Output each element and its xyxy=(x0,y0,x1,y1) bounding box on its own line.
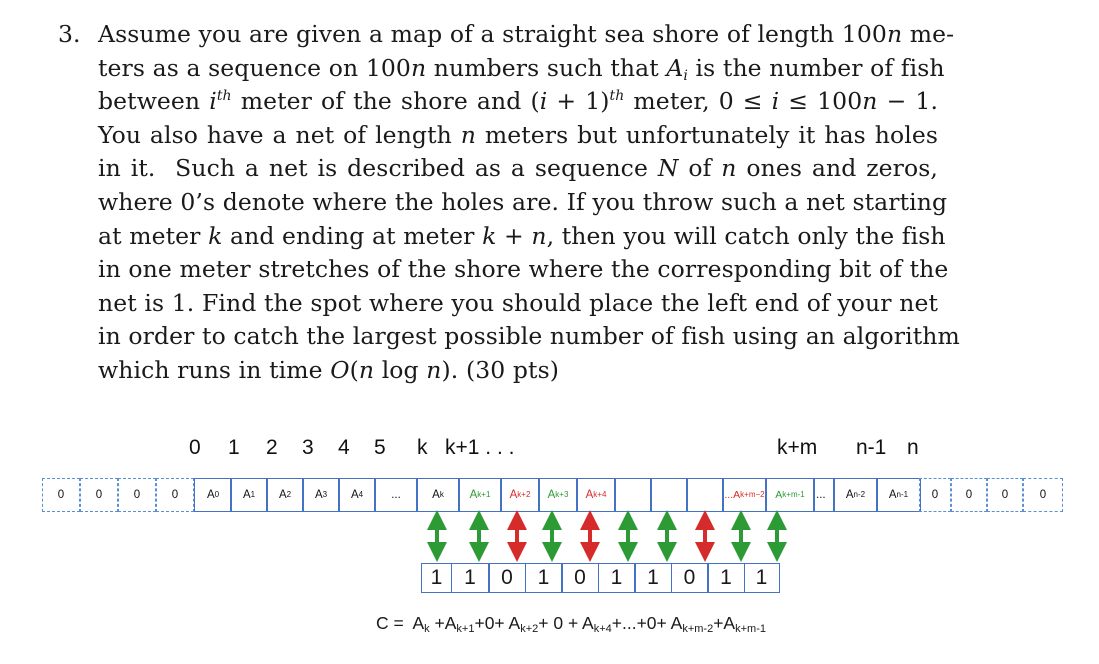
index-label: 3 xyxy=(302,436,314,459)
index-label: n-1 xyxy=(856,436,887,459)
index-label: k+m xyxy=(777,436,818,459)
problem-line-8: in one meter stretches of the shore where the corresponding bit of the xyxy=(98,255,949,284)
problem-line-4: You also have a net of length n meters but unfortunately it has holes xyxy=(98,120,938,149)
net-bits xyxy=(421,563,780,593)
net-bit: 0 xyxy=(561,563,599,593)
array-cell: A k+3 xyxy=(538,478,578,512)
array-cell: A k+m-1 xyxy=(765,478,815,512)
index-label: 4 xyxy=(338,436,350,459)
index-label: 0 xyxy=(189,436,201,459)
array-cell: A 3 xyxy=(302,478,340,512)
net-bit: 1 xyxy=(451,563,490,593)
net-bit: 1 xyxy=(421,563,452,593)
problem-number: 3. xyxy=(58,20,81,48)
array-cell: A n-2 xyxy=(833,478,878,512)
array-cell: A k xyxy=(416,478,460,512)
problem-line-10: in order to catch the largest possible number of fish using an algorithm xyxy=(98,322,960,351)
net-bit: 0 xyxy=(671,563,709,593)
zero-pad-cell: 0 xyxy=(951,478,987,512)
problem-line-11: which runs in time O(n log n). (30 pts) xyxy=(98,355,559,384)
array-cell: A 2 xyxy=(266,478,304,512)
index-label: k+1 . . . xyxy=(445,436,515,459)
problem-line-2: ters as a sequence on 100n numbers such that $A_i$ is the number of fish xyxy=(98,53,945,84)
net-bit: 0 xyxy=(488,563,526,593)
problem-line-7: at meter k and ending at meter k + n, then you will catch only the fish xyxy=(98,221,946,250)
index-label: n xyxy=(907,436,919,459)
problem-line-3: between $i^{th}$ meter of the shore and $(i + 1)^{th}$ meter, 0 ≤ i ≤ 100n − 1. xyxy=(98,87,939,116)
zero-pad-cell: 0 xyxy=(80,478,118,512)
array-cell: A 1 xyxy=(230,478,268,512)
zero-pad-cell: 0 xyxy=(156,478,194,512)
net-bit: 1 xyxy=(634,563,672,593)
array-cell: A k+2 xyxy=(500,478,540,512)
array-cell: A k+4 xyxy=(576,478,616,512)
array-cell: ...A k+m−2 xyxy=(722,478,767,512)
problem-line-5: in it. Such a net is described as a sequence N of n ones and zeros, xyxy=(98,154,938,183)
array-cell: ... xyxy=(374,478,418,512)
net-bit: 1 xyxy=(598,563,636,593)
zero-pad-cell: 0 xyxy=(42,478,80,512)
index-label: 5 xyxy=(374,436,386,459)
catch-formula: $C = A_k +A_{k+1}+0+ A_{k+2}+ 0 + A_{k+4}+...+0+ A_{k+m-2}+A_{k+m-1}$ xyxy=(376,613,766,635)
zero-pad-cell: 0 xyxy=(919,478,951,512)
net-bit: 1 xyxy=(707,563,745,593)
problem-line-1: 3. Assume you are given a map of a straight sea shore of length 100n me- xyxy=(58,18,938,52)
net-bit: 1 xyxy=(525,563,563,593)
zero-pad-cell: 0 xyxy=(987,478,1023,512)
array-cell: A n-1 xyxy=(876,478,921,512)
array-cell: A 0 xyxy=(194,478,232,512)
index-label: 2 xyxy=(266,436,278,459)
zero-pad-cell: 0 xyxy=(1023,478,1063,512)
net-bit: 1 xyxy=(744,563,780,593)
array-cell: A 4 xyxy=(338,478,376,512)
problem-line-9: net is 1. Find the spot where you should place the left end of your net xyxy=(98,288,938,317)
index-label: k xyxy=(417,436,428,459)
index-label: 1 xyxy=(228,436,240,459)
array-cell: A k+1 xyxy=(458,478,502,512)
zero-pad-cell: 0 xyxy=(118,478,156,512)
array-cell: ... xyxy=(813,478,835,512)
problem-line-6: where 0’s denote where the holes are. If you throw such a net starting xyxy=(98,187,948,216)
